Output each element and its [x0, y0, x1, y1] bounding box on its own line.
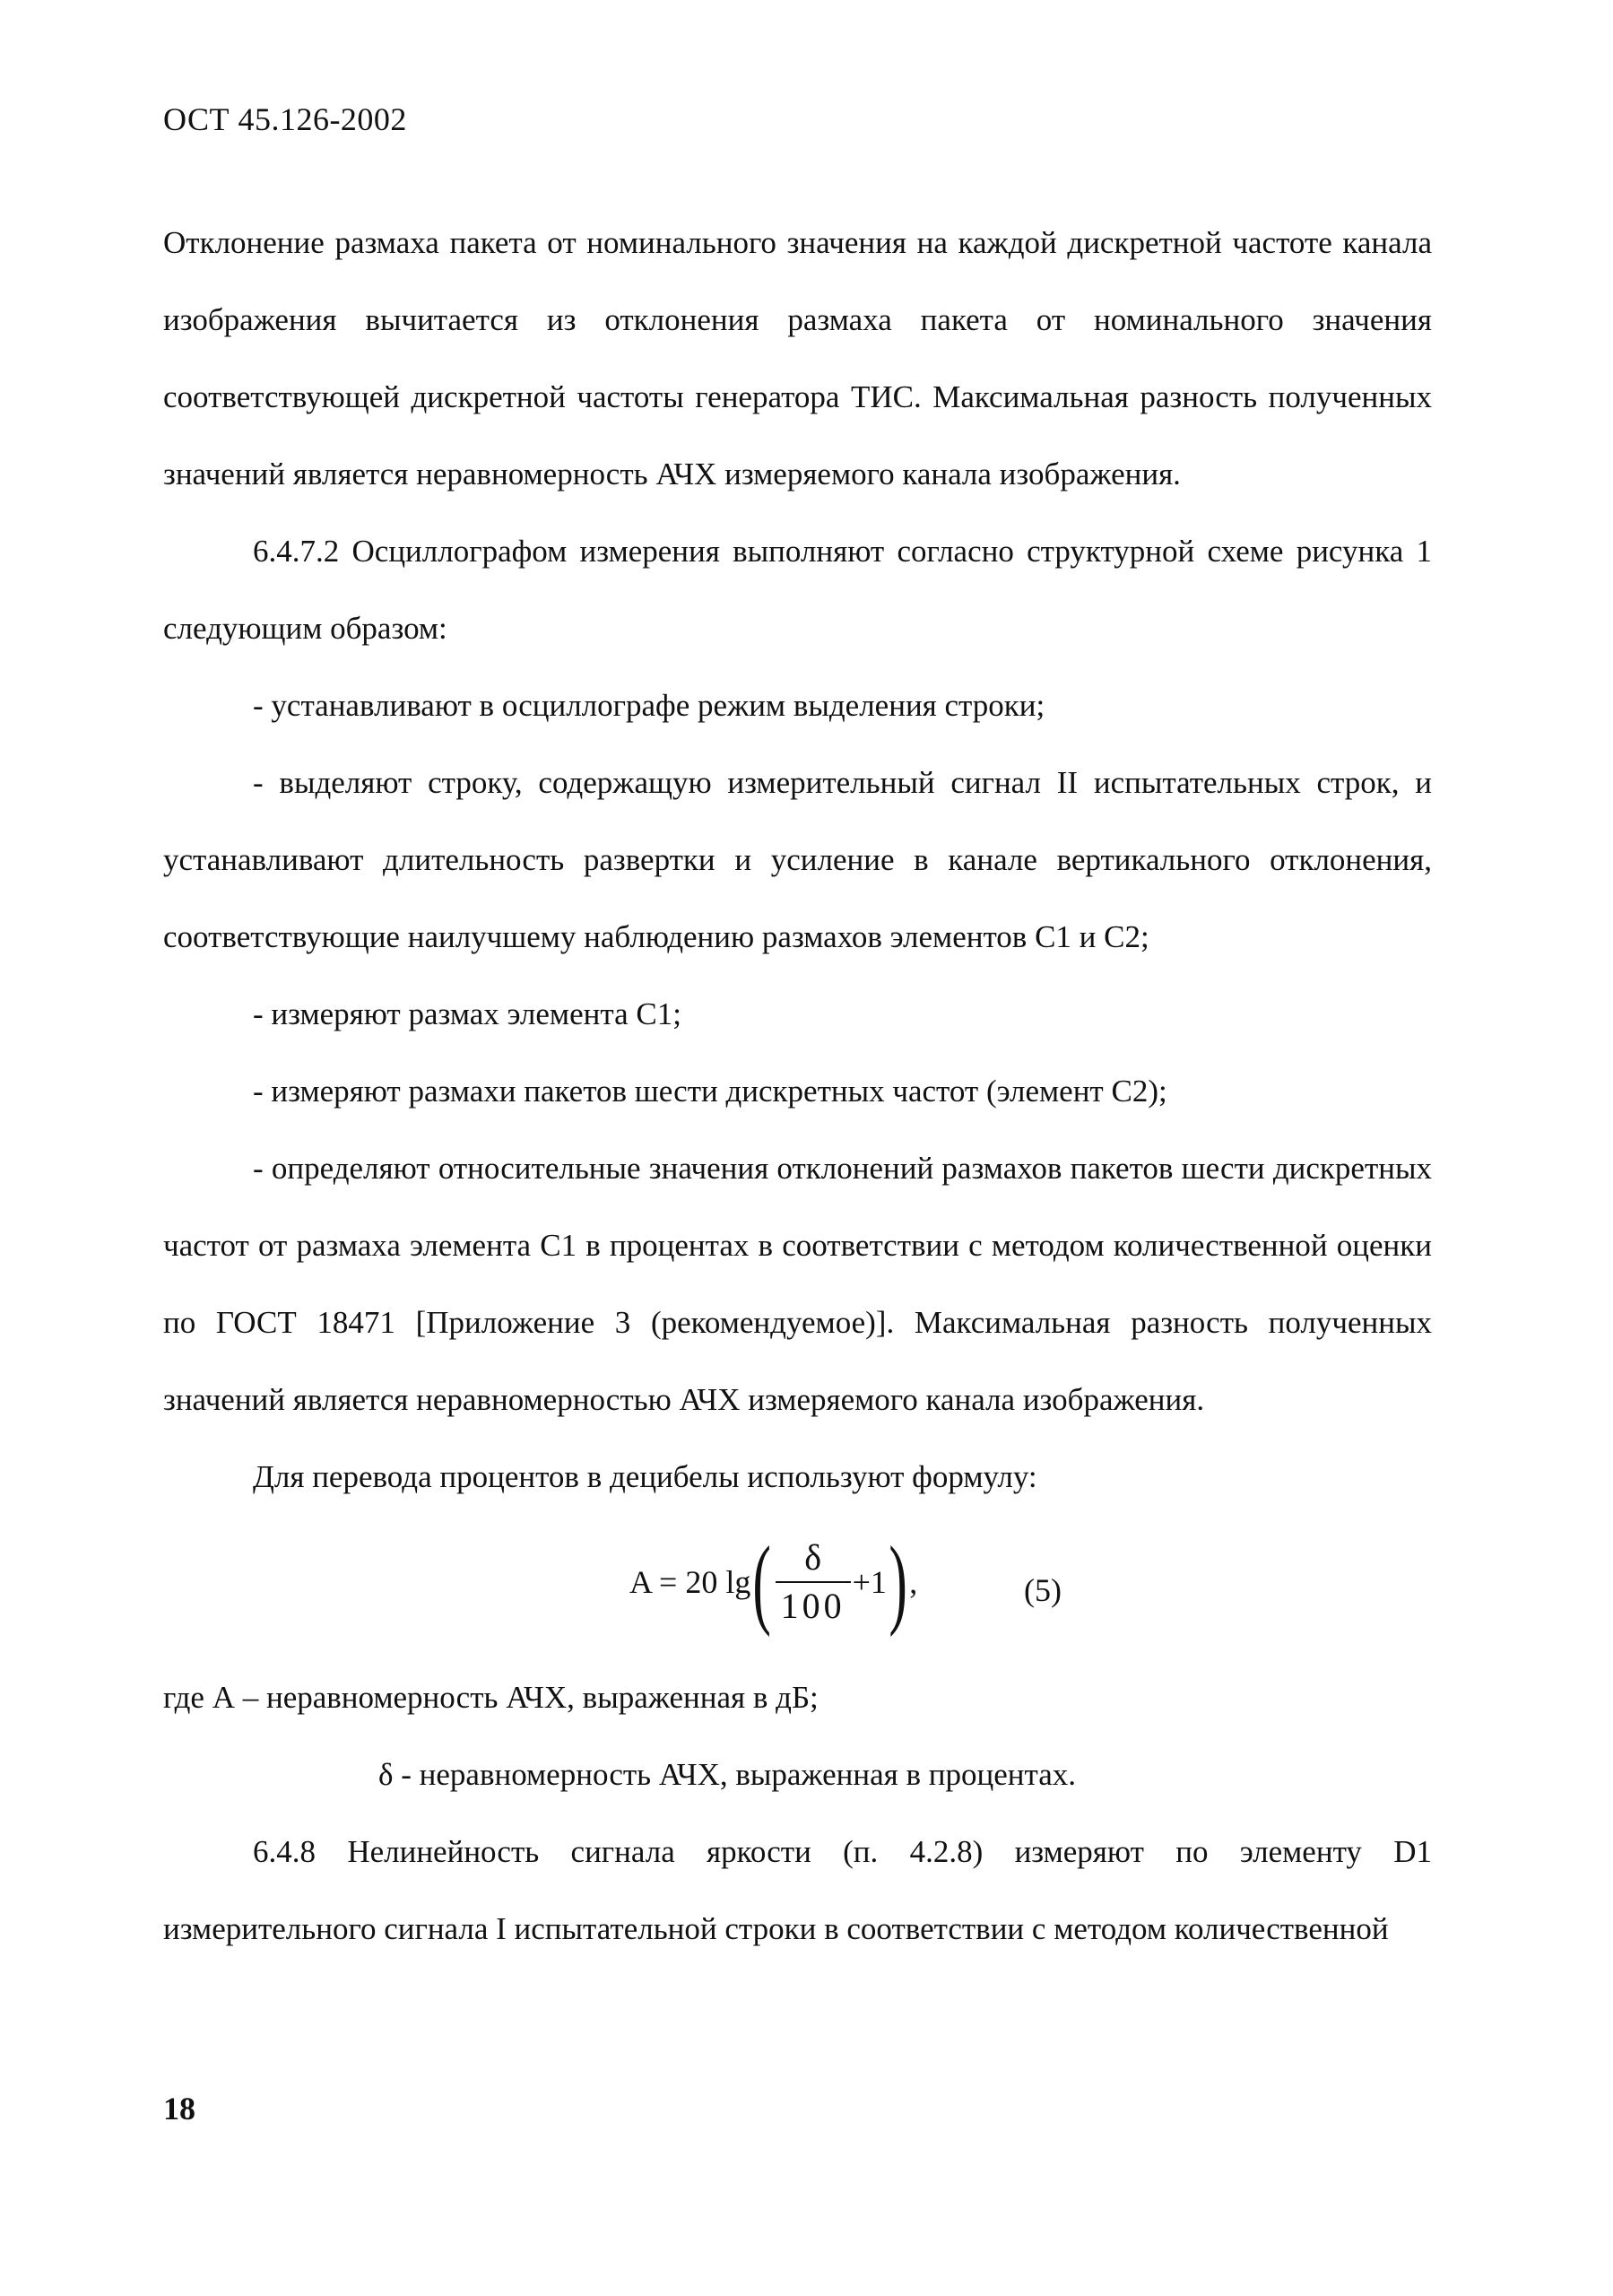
- definition-delta: δ - неравномерность АЧХ, выраженная в процентах.: [378, 1757, 1077, 1792]
- definition-a: где А – неравномерность АЧХ, выраженная в дБ;: [163, 1680, 819, 1715]
- list-item-select-line: - выделяют строку, содержащую измерительный сигнал II испытательных строк, и устанавливают длительность развертки и усиление в канале вертикального отклонения, соответствующие наилучшему наблюдению размахов элементов С1 и С2;: [163, 765, 1432, 954]
- fraction-numerator: δ: [804, 1537, 822, 1578]
- list-item-measure-c1: - измеряют размах элемента С1;: [253, 996, 681, 1031]
- formula-block: [163, 1516, 1432, 1659]
- fraction: [776, 1537, 851, 1626]
- page-number: 18: [163, 2091, 195, 2126]
- formula-number: (5): [1024, 1572, 1062, 1608]
- paragraph-deviation: Отклонение размаха пакета от номинального значения на каждой дискретной частоте канала изображения вычитается из отклонения размаха пакета от номинального значения соответствующей дискретной частоты генератора ТИС. Максимальная разность полученных значений является неравномерность АЧХ измеряемого канала изображения.: [163, 225, 1432, 491]
- formula-trailing-comma: ,: [909, 1564, 918, 1600]
- paragraph-6-4-8: 6.4.8 Нелинейность сигнала яркости (п. 4.2.8) измеряют по элементу D1 измерительного сигнала I испытательной строки в соответствии с методом количественной: [163, 1834, 1432, 1946]
- body-text: [163, 204, 1432, 1968]
- right-paren: ): [889, 1526, 907, 1638]
- paragraph-6-4-7-2: 6.4.7.2 Осциллографом измерения выполняют согласно структурной схеме рисунка 1 следующим образом:: [163, 534, 1432, 646]
- list-item-determine-values: - определяют относительные значения отклонений размахов пакетов шести дискретных частот от размаха элемента С1 в процентах в соответствии с методом количественной оценки по ГОСТ 18471 [Приложение 3 (рекомендуемое)]. Максимальная разность полученных значений является неравномерностью АЧХ измеряемого канала изображения.: [163, 1151, 1432, 1417]
- left-paren: (: [752, 1526, 772, 1638]
- list-item-measure-packets: - измеряют размахи пакетов шести дискретных частот (элемент С2);: [253, 1074, 1167, 1109]
- fraction-denominator: 100: [776, 1581, 851, 1624]
- paragraph-formula-intro: Для перевода процентов в децибелы используют формулу:: [253, 1459, 1037, 1494]
- formula-addend: +1: [852, 1564, 887, 1600]
- document-code-header: ОСТ 45.126-2002: [163, 101, 407, 137]
- formula-lhs: A = 20 lg: [629, 1564, 751, 1600]
- formula-5: [629, 1526, 918, 1638]
- list-item-set-mode: - устанавливают в осциллографе режим выделения строки;: [253, 688, 1045, 723]
